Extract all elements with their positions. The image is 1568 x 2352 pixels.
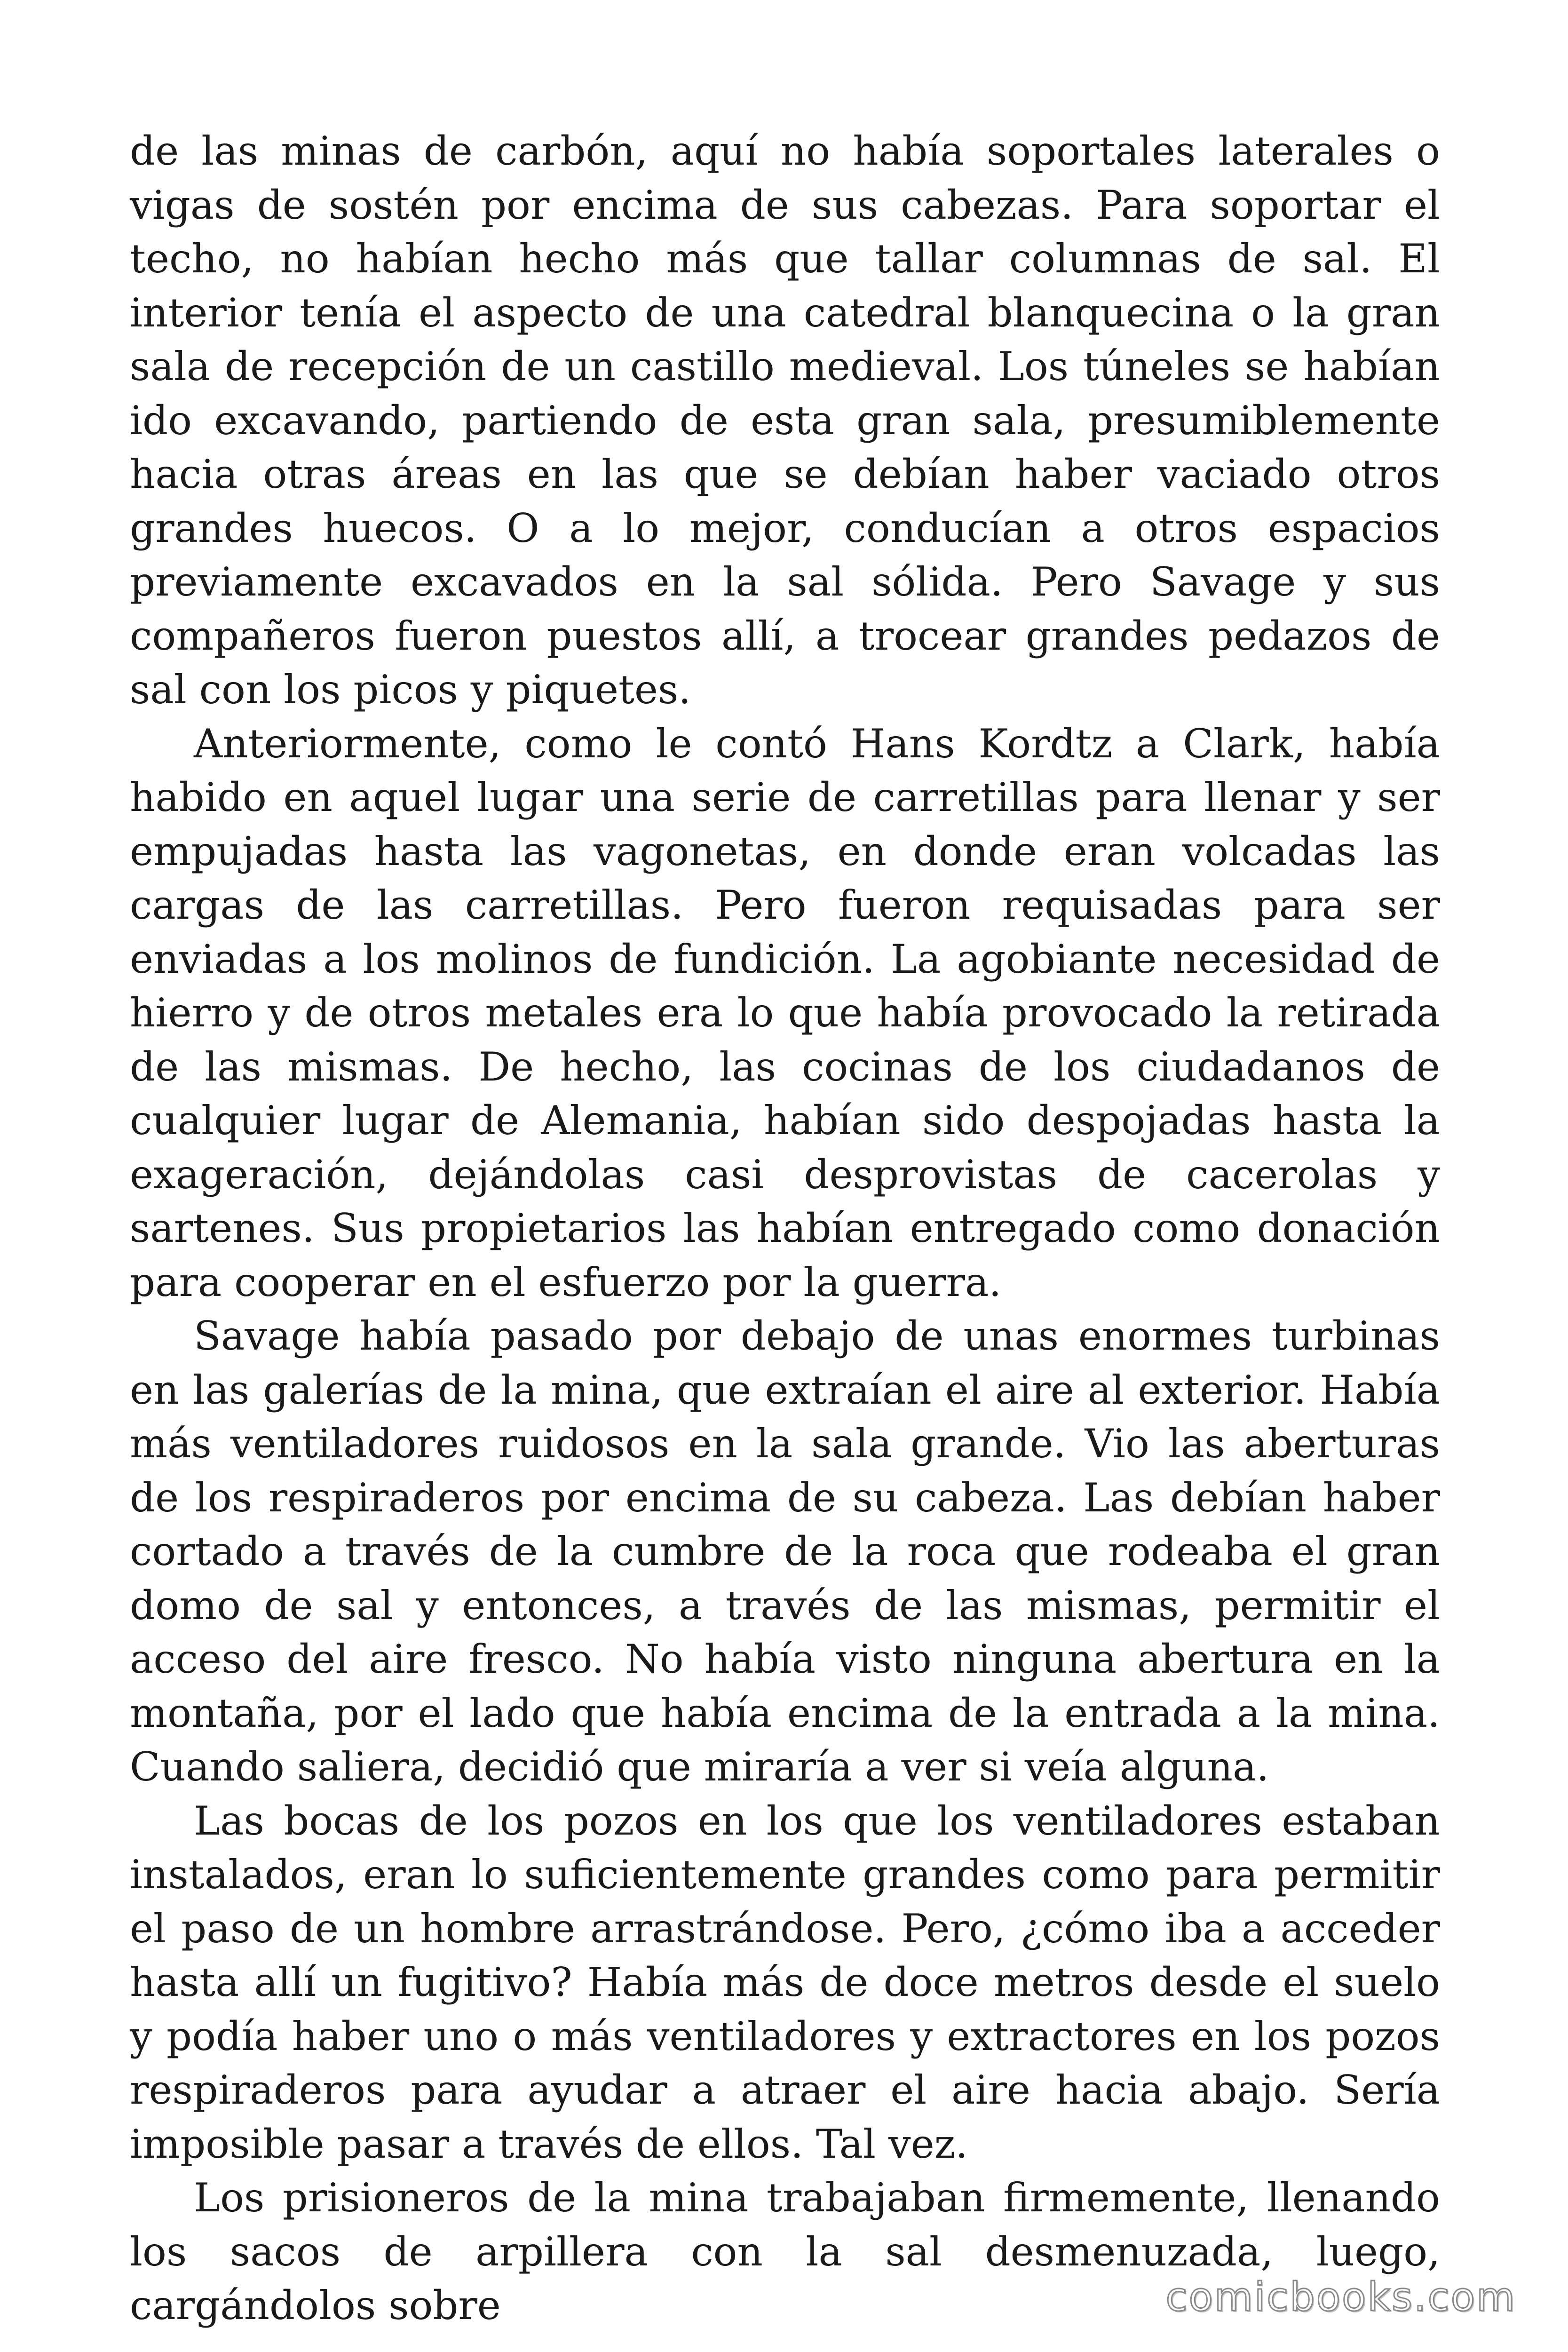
paragraph: Savage había pasado por debajo de unas enormes turbinas en las galerías de la mina, que extraían el aire al exterior. Había más ventiladores ruidosos en la sala grande. Vio las aberturas de los respiraderos por encima de su cabeza. Las debían haber cortado a través de la cumbre de la roca que rodeaba el gran domo de sal y entonces, a través de las mismas, permitir el acceso del aire fresco. No había visto ninguna abertura en la montaña, por el lado que había encima de la entrada a la mina. Cuando saliera, decidió que miraría a ver si veía alguna. xyxy=(130,1313,1440,1790)
paragraph-continued: de las minas de carbón, aquí no había soportales laterales o vigas de sostén por encima de sus cabezas. Para soportar el techo, no habían hecho más que tallar columnas de sal. El interior tenía el aspecto de una catedral blanquecina o la gran sala de recepción de un castillo medieval. Los túneles se habían ido excavando, partiendo de esta gran sala, presumiblemente hacia otras áreas en las que se debían haber vaciado otros grandes huecos. O a lo mejor, conducían a otros espacios previamente excavados en la sal sólida. Pero Savage y sus compañeros fueron puestos allí, a trocear grandes pedazos de sal con los picos y piquetes. xyxy=(130,128,1440,713)
paragraph: Anteriormente, como le contó Hans Kordtz a Clark, había habido en aquel lugar una serie de carretillas para llenar y ser empujadas hasta las vagonetas, en donde eran volcadas las cargas de las carretillas. Pero fueron requisadas para ser enviadas a los molinos de fundición. La agobiante necesidad de hierro y de otros metales era lo que había provocado la retirada de las mismas. De hecho, las cocinas de los ciudadanos de cualquier lugar de Alemania, habían sido despojadas hasta la exageración, dejándolas casi desprovistas de cacerolas y sartenes. Sus propietarios las habían entregado como donación para cooperar en el esfuerzo por la guerra. xyxy=(130,720,1440,1305)
body-text xyxy=(130,124,1440,2333)
paragraph-last: Los prisioneros de la mina trabajaban firmemente, llenando los sacos de arpillera con la sal desmenuzada, luego, cargándolos sobre xyxy=(130,2175,1440,2328)
watermark-text: comicbooks.com xyxy=(1165,2274,1516,2320)
paragraph: Las bocas de los pozos en los que los ventiladores estaban instalados, eran lo suficientemente grandes como para permitir el paso de un hombre arrastrándose. Pero, ¿cómo iba a acceder hasta allí un fugitivo? Había más de doce metros desde el suelo y podía haber uno o más ventiladores y extractores en los pozos respiraderos para ayudar a atraer el aire hacia abajo. Sería imposible pasar a través de ellos. Tal vez. xyxy=(130,1797,1440,2167)
